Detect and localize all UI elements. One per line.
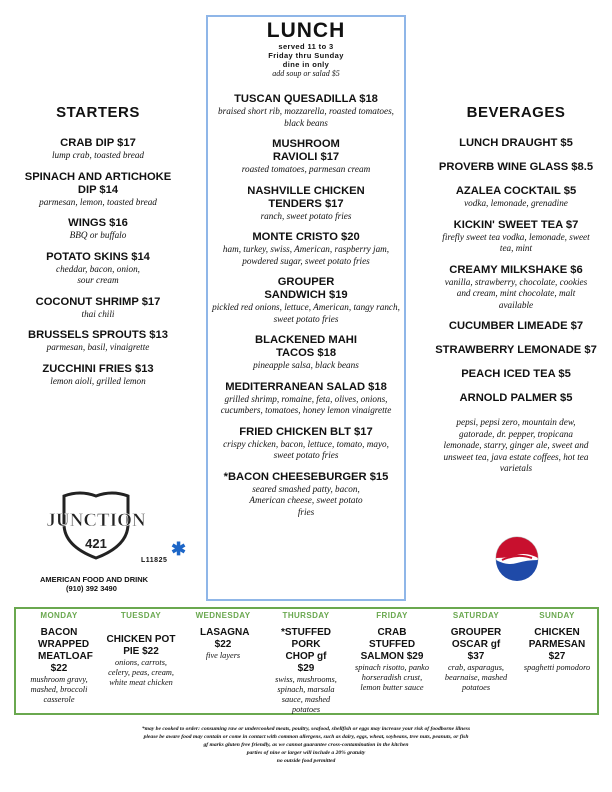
lunch-title: LUNCH (266, 19, 346, 42)
pepsi-logo-icon (494, 535, 540, 581)
starters-section (14, 104, 182, 396)
menu-item: COCONUT SHRIMP $17 thai chili (35, 295, 161, 319)
lunch-dine-in: dine in only (282, 60, 330, 69)
footer-line: please be aware food may contain or come in contact with common allergens, such as dairy, eggs, wheat, soybeans, tree nuts, peanuts, or fish (143, 734, 469, 740)
menu-item: POTATO SKINS $14 cheddar, bacon, onion, sour cream (46, 250, 150, 285)
phone-number: (910) 392 3490 (66, 584, 117, 593)
menu-item: LUNCH DRAUGHT $5 (459, 137, 573, 149)
soft-drinks-list: pepsi, pepsi zero, mountain dew, gatorade, dr. pepper, tropicana lemonade, starry, ginger ale, sweet and unsweet tea, java estate coffees, hot tea varietals (443, 417, 589, 473)
beverages-section (432, 104, 600, 475)
special-monday: MONDAY BACON WRAPPED MEATLOAF $22 mushroom gravy, mashed, broccoli casserole (30, 611, 93, 704)
menu-item: ZUCCHINI FRIES $13 lemon aioli, grilled lemon (42, 362, 154, 386)
menu-item: PEACH ICED TEA $5 (461, 368, 571, 380)
special-saturday: SATURDAY GROUPER OSCAR gf $37 crab, asparagus, bearnaise, mashed potatoes (444, 611, 508, 692)
menu-item: MONTE CRISTO $20 ham, turkey, swiss, American, raspberry jam, powdered sugar, sweet potato fries (222, 231, 390, 266)
footer-line: parties of nine or larger will include a 20% gratuity (246, 750, 366, 756)
footer-line: *may be cooked to order: consuming raw or undercooked meats, poultry, seafood, shellfish or eggs may increase your risk of foodborne illness (141, 726, 471, 732)
lunch-section (208, 20, 404, 527)
menu-item: WINGS $16 BBQ or buffalo (68, 217, 128, 240)
menu-item: MUSHROOM RAVIOLI $17 roasted tomatoes, parmesan cream (241, 138, 371, 174)
menu-item: SPINACH AND ARTICHOKE DIP $14 parmesan, lemon, toasted bread (24, 170, 172, 207)
logo-text: JUNCTION (46, 510, 146, 531)
footer-disclaimer (90, 725, 522, 765)
starters-title: STARTERS (56, 104, 140, 121)
special-thursday: THURSDAY *STUFFED PORK CHOP gf $29 swiss, mushrooms, spinach, marsala sauce, mashed potatoes (275, 611, 337, 714)
menu-item: CUCUMBER LIMEADE $7 (448, 320, 584, 332)
beverages-title: BEVERAGES (466, 104, 566, 121)
menu-item: GROUPER SANDWICH $19 pickled red onions, lettuce, American, tangy ranch, sweet potato fries (212, 276, 400, 324)
junction-logo (46, 490, 146, 560)
menu-item: BLACKENED MAHI TACOS $18 pineapple salsa, black beans (253, 334, 359, 370)
special-friday: FRIDAY CRAB STUFFED SALMON $29 spinach risotto, panko horseradish crust, lemon butter sauce (355, 611, 429, 692)
menu-item: TUSCAN QUESADILLA $18 braised short rib, mozzarella, roasted tomatoes, black beans (218, 93, 394, 128)
special-tuesday: TUESDAY CHICKEN POT PIE $22 onions, carrots, celery, peas, cream, white meat chicken (106, 611, 176, 687)
menu-item: AZALEA COCKTAIL $5 vodka, lemonade, grenadine (455, 185, 577, 208)
menu-item: CRAB DIP $17 lump crab, toasted bread (51, 137, 145, 160)
menu-item: BRUSSELS SPROUTS $13 parmesan, basil, vinaigrette (28, 329, 168, 352)
menu-item: PROVERB WINE GLASS $8.5 (438, 161, 594, 173)
address-block (40, 575, 170, 593)
asterisk-icon: ✱ (171, 539, 187, 559)
menu-item: MEDITERRANEAN SALAD $18 grilled shrimp, romaine, feta, olives, onions, cucumbers, tomatoes, honey lemon vinaigrette (220, 380, 392, 415)
logo-number: 421 (85, 536, 107, 551)
menu-item: ARNOLD PALMER $5 (459, 392, 573, 404)
menu-item: NASHVILLE CHICKEN TENDERS $17 ranch, sweet potato fries (247, 184, 365, 221)
lunch-add-on: add soup or salad $5 (272, 69, 340, 78)
special-wednesday: WEDNESDAY LASAGNA $22 five layers (195, 611, 251, 660)
tagline: AMERICAN FOOD AND DRINK (40, 575, 149, 584)
lunch-hours: served 11 to 3 (278, 42, 334, 51)
menu-item: KICKIN' SWEET TEA $7 firefly sweet tea vodka, lemonade, sweet tea, mint (442, 218, 590, 253)
license-code: L11825 (141, 557, 168, 564)
footer-line: gf marks gluten free friendly, as we cannot guarantee cross-contamination in the kitchen (203, 742, 409, 748)
menu-item: STRAWBERRY LEMONADE $7 (435, 344, 597, 356)
menu-item: FRIED CHICKEN BLT $17 crispy chicken, bacon, lettuce, tomato, mayo, sweet potato fries (223, 425, 389, 460)
special-sunday: SUNDAY CHICKEN PARMESAN $27 spaghetti pomodoro (523, 611, 591, 672)
footer-line: no outside food permitted (276, 758, 336, 764)
menu-item: *BACON CHEESEBURGER $15 seared smashed patty, bacon, American cheese, sweet potato fries (223, 470, 389, 517)
lunch-days: Friday thru Sunday (268, 51, 344, 60)
menu-item: CREAMY MILKSHAKE $6 vanilla, strawberry, chocolate, cookies and cream, mint chocolate, malt available (444, 263, 588, 310)
